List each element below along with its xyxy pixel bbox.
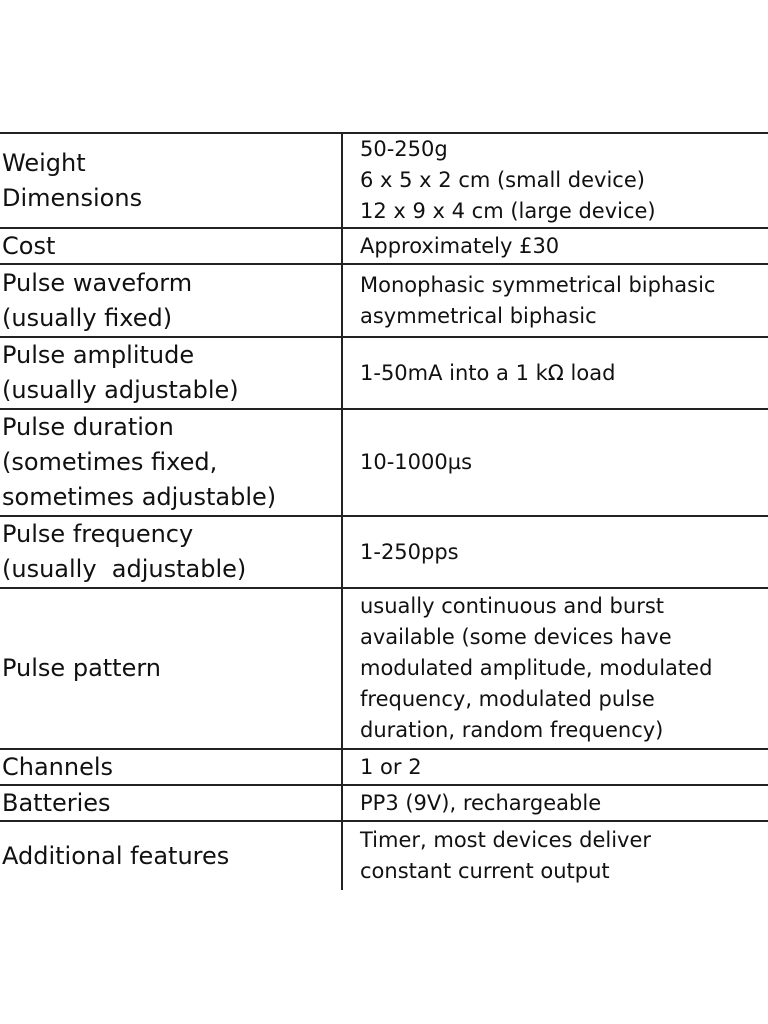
value-line: duration, random frequency) <box>360 718 664 742</box>
label-line: Cost <box>2 231 56 260</box>
value-line: Timer, most devices deliver <box>360 828 652 852</box>
value-line: 1-50mA into a 1 kΩ load <box>360 360 616 385</box>
table-row-pulse-waveform <box>0 265 768 338</box>
row-value <box>343 134 768 227</box>
table-row-batteries <box>0 786 768 822</box>
row-label <box>0 589 343 748</box>
row-label <box>0 750 343 784</box>
label-line: (sometimes fixed, <box>2 448 218 476</box>
label-line: Additional features <box>2 841 230 870</box>
label-line: Pulse frequency <box>2 520 194 548</box>
label-line: (usually adjustable) <box>2 555 247 583</box>
row-value <box>343 786 768 820</box>
table-row-pulse-frequency <box>0 517 768 589</box>
row-label <box>0 229 343 263</box>
value-line: 6 x 5 x 2 cm (small device) <box>360 168 645 192</box>
value-line: 12 x 9 x 4 cm (large device) <box>360 199 656 223</box>
table-row-pulse-pattern <box>0 589 768 750</box>
table-row-weight-dimensions <box>0 134 768 229</box>
table-row-pulse-duration <box>0 410 768 517</box>
row-label <box>0 786 343 820</box>
row-label <box>0 410 343 515</box>
row-value <box>343 229 768 263</box>
value-line: 1 or 2 <box>360 754 422 779</box>
row-value <box>343 822 768 890</box>
table-row-cost <box>0 229 768 265</box>
value-line: available (some devices have <box>360 625 672 649</box>
value-line: Approximately £30 <box>360 233 560 258</box>
label-line: Pulse pattern <box>2 654 162 682</box>
value-line: frequency, modulated pulse <box>360 687 655 711</box>
table-row-channels <box>0 750 768 786</box>
table-row-additional-features <box>0 822 768 890</box>
value-line: Monophasic symmetrical biphasic <box>360 272 716 297</box>
value-line: 1-250pps <box>360 539 459 564</box>
label-line: Pulse duration <box>2 413 174 441</box>
row-value <box>343 338 768 408</box>
value-line: usually continuous and burst <box>360 594 664 618</box>
value-line: constant current output <box>360 859 610 883</box>
row-value <box>343 517 768 587</box>
row-value <box>343 589 768 748</box>
row-value <box>343 410 768 515</box>
row-value <box>343 265 768 336</box>
row-label <box>0 517 343 587</box>
value-line: PP3 (9V), rechargeable <box>360 790 602 815</box>
label-line: Channels <box>2 752 114 781</box>
label-line: Pulse amplitude <box>2 341 195 369</box>
row-label <box>0 338 343 408</box>
value-line: 10-1000µs <box>360 450 473 474</box>
label-line: Weight <box>2 148 86 177</box>
value-line: modulated amplitude, modulated <box>360 656 713 680</box>
label-line: Pulse waveform <box>2 268 193 297</box>
value-line: asymmetrical biphasic <box>360 303 597 328</box>
row-label <box>0 134 343 227</box>
label-line: sometimes adjustable) <box>2 483 277 511</box>
value-line: 50-250g <box>360 137 448 161</box>
row-value <box>343 750 768 784</box>
row-label <box>0 265 343 336</box>
label-line: (usually fixed) <box>2 303 173 332</box>
table-row-pulse-amplitude <box>0 338 768 410</box>
spec-table <box>0 132 768 890</box>
label-line: Batteries <box>2 788 111 817</box>
label-line: Dimensions <box>2 183 143 212</box>
label-line: (usually adjustable) <box>2 376 239 404</box>
row-label <box>0 822 343 890</box>
